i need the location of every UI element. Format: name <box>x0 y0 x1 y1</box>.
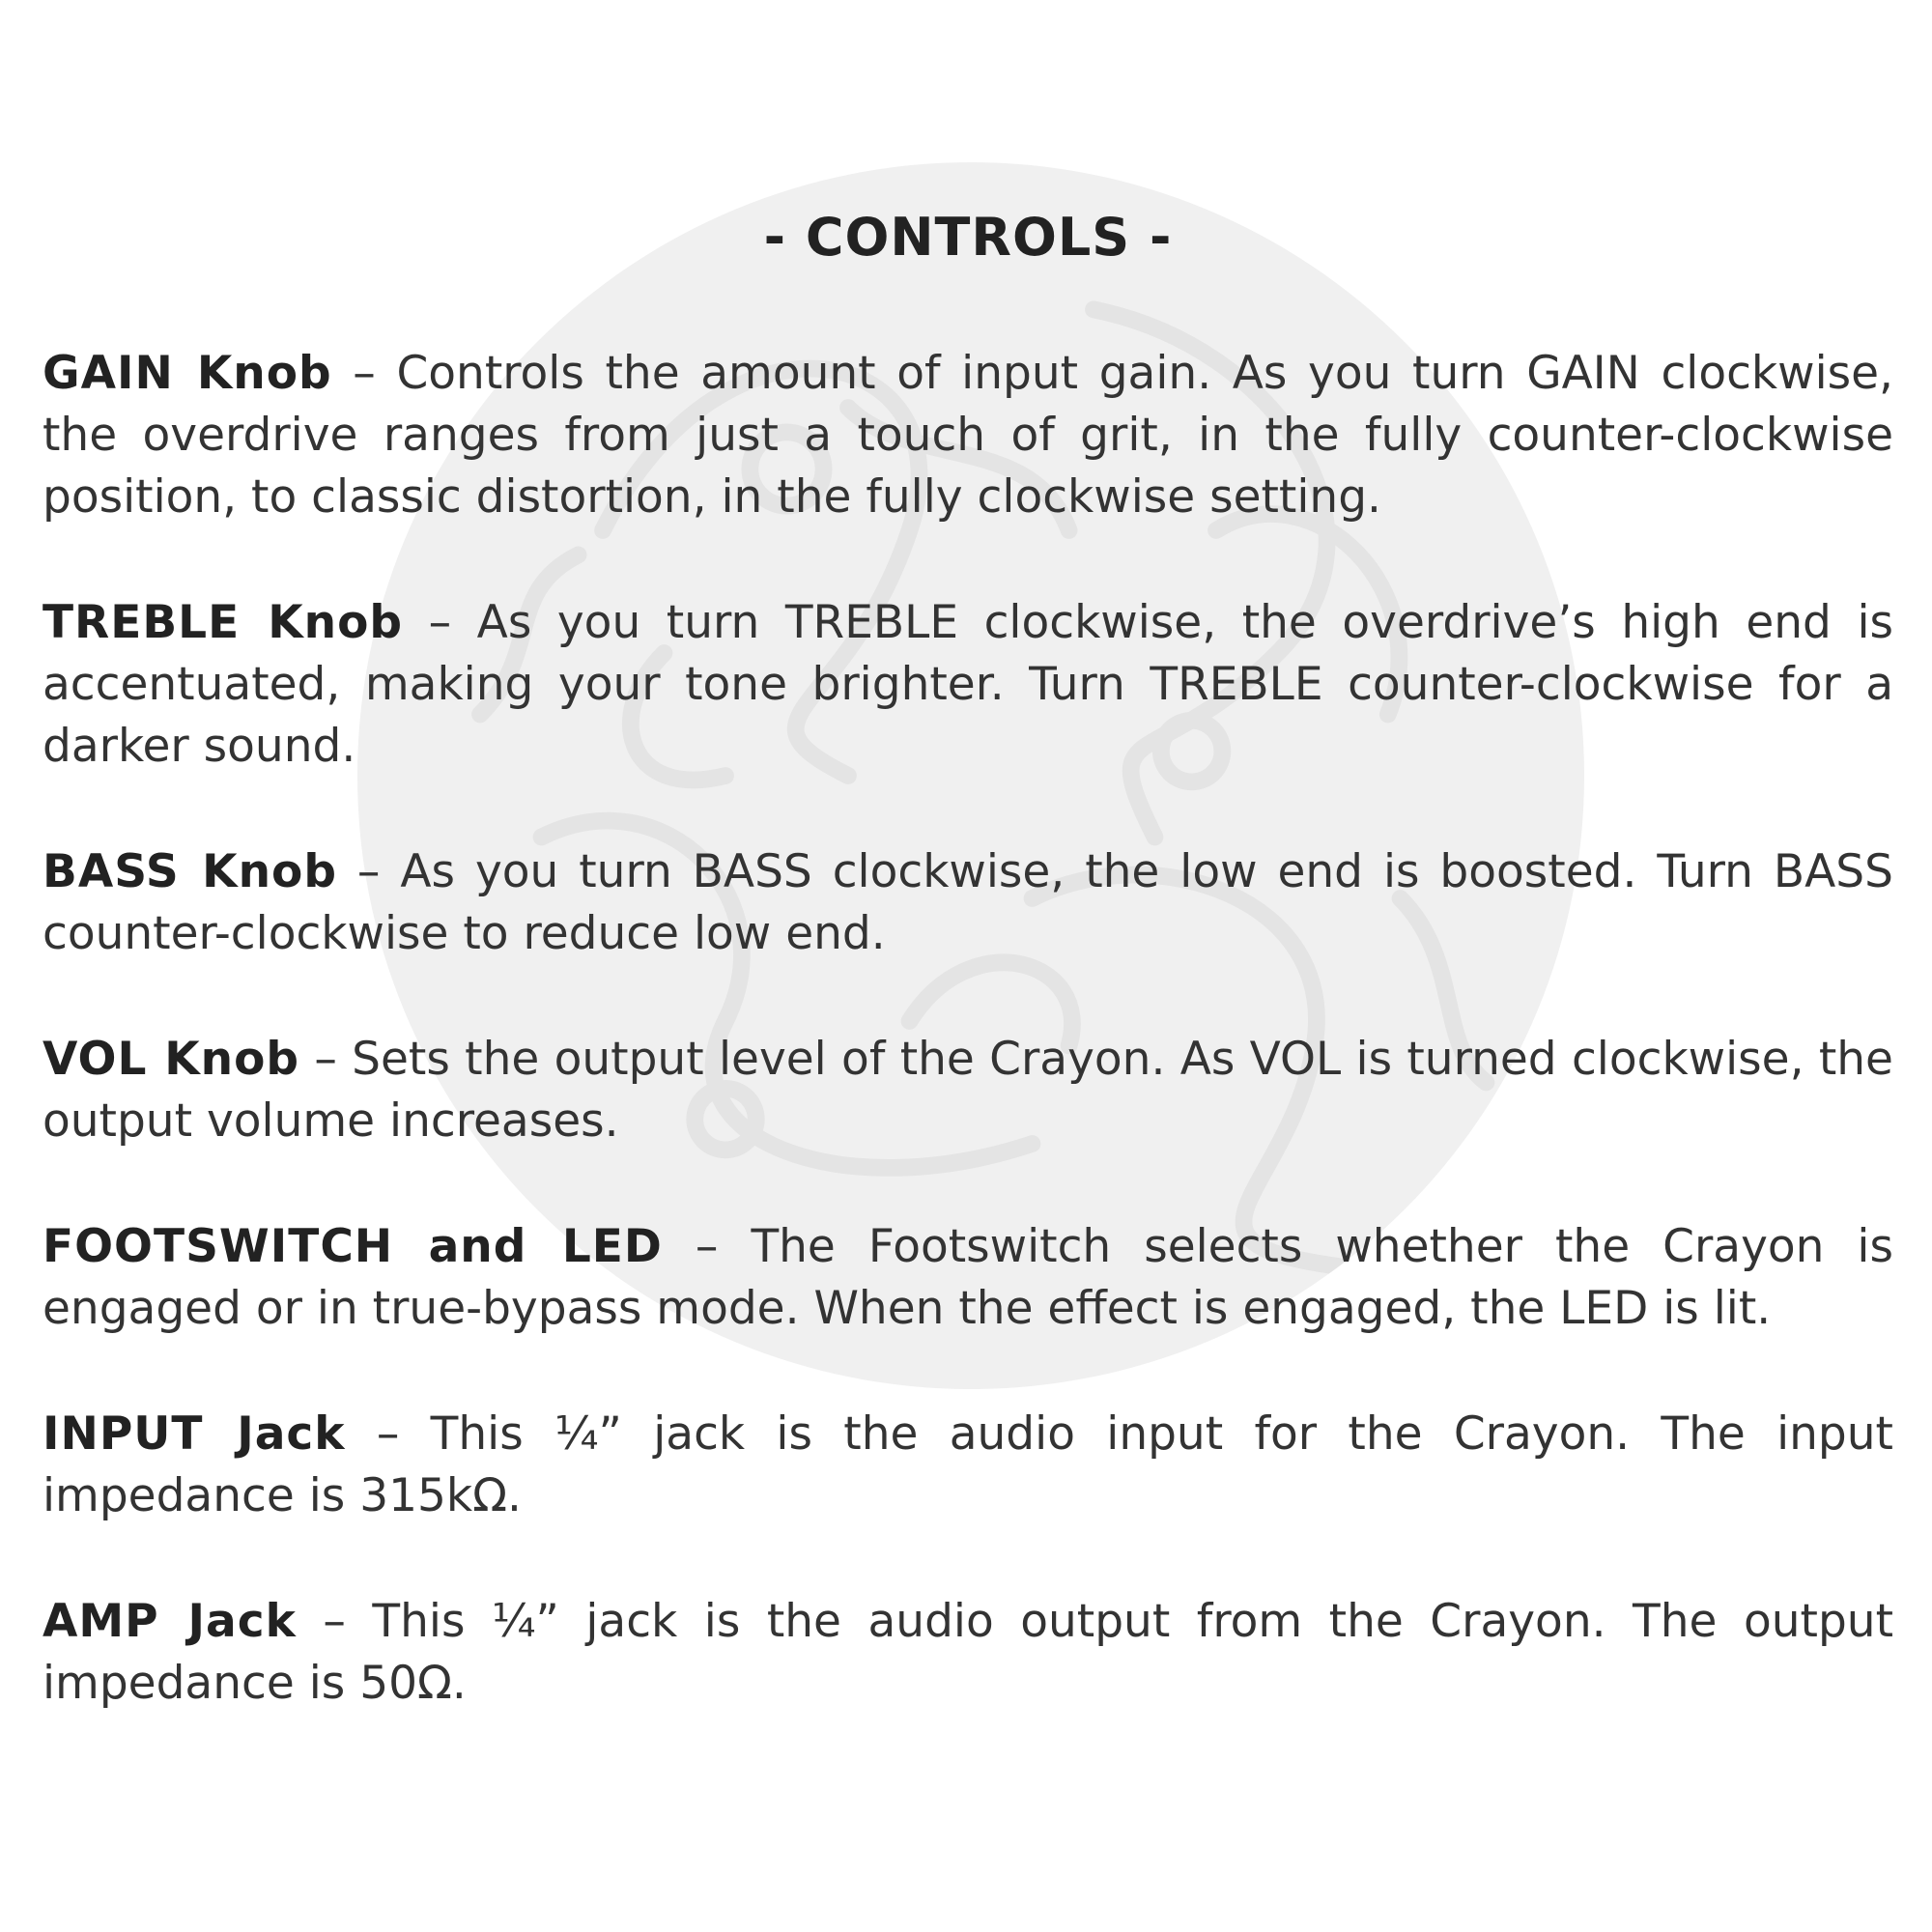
entry-description: As you turn TREBLE clockwise, the overdrive’s high end is accentuated, making your tone brighter. Turn TREBLE counter-clockwise for a darker sound. <box>43 596 1893 773</box>
entry-description: As you turn BASS clockwise, the low end is boosted. Turn BASS counter-clockwise to reduce low end. <box>43 845 1893 960</box>
entry-separator: – <box>296 1595 373 1648</box>
entry-separator: – <box>345 1407 431 1461</box>
footswitch-led-entry <box>43 1216 1893 1340</box>
entry-description: Sets the output level of the Crayon. As VOL is turned clockwise, the output volume increases. <box>43 1033 1893 1148</box>
bass-knob-entry <box>43 841 1893 965</box>
amp-jack-entry <box>43 1591 1893 1715</box>
gain-knob-entry <box>43 343 1893 528</box>
treble-knob-entry <box>43 592 1893 778</box>
entry-separator: – <box>662 1220 752 1273</box>
entry-description: This ¼” jack is the audio input for the Crayon. The input impedance is 315kΩ. <box>43 1407 1893 1522</box>
controls-list <box>43 343 1893 1778</box>
entry-term: GAIN Knob <box>43 347 332 400</box>
entry-description: This ¼” jack is the audio output from the Crayon. The output impedance is 50Ω. <box>43 1595 1893 1710</box>
input-jack-entry <box>43 1404 1893 1527</box>
entry-description: Controls the amount of input gain. As you turn GAIN clockwise, the overdrive ranges from just a touch of grit, in the fully counter-clockwise position, to classic distortion, in the fully clockwise setting. <box>43 347 1893 524</box>
entry-separator: – <box>299 1033 353 1086</box>
entry-separator: – <box>331 347 397 400</box>
entry-separator: – <box>336 845 401 898</box>
vol-knob-entry <box>43 1029 1893 1152</box>
entry-description: The Footswitch selects whether the Crayon is engaged or in true-bypass mode. When the effect is engaged, the LED is lit. <box>43 1220 1893 1335</box>
entry-term: VOL Knob <box>43 1033 300 1086</box>
entry-separator: – <box>403 596 477 649</box>
entry-term: BASS Knob <box>43 845 337 898</box>
page-title: - CONTROLS - <box>763 207 1173 268</box>
entry-term: TREBLE Knob <box>43 596 404 649</box>
entry-term: FOOTSWITCH and LED <box>43 1220 663 1273</box>
entry-term: AMP Jack <box>43 1595 297 1648</box>
entry-term: INPUT Jack <box>43 1407 346 1461</box>
